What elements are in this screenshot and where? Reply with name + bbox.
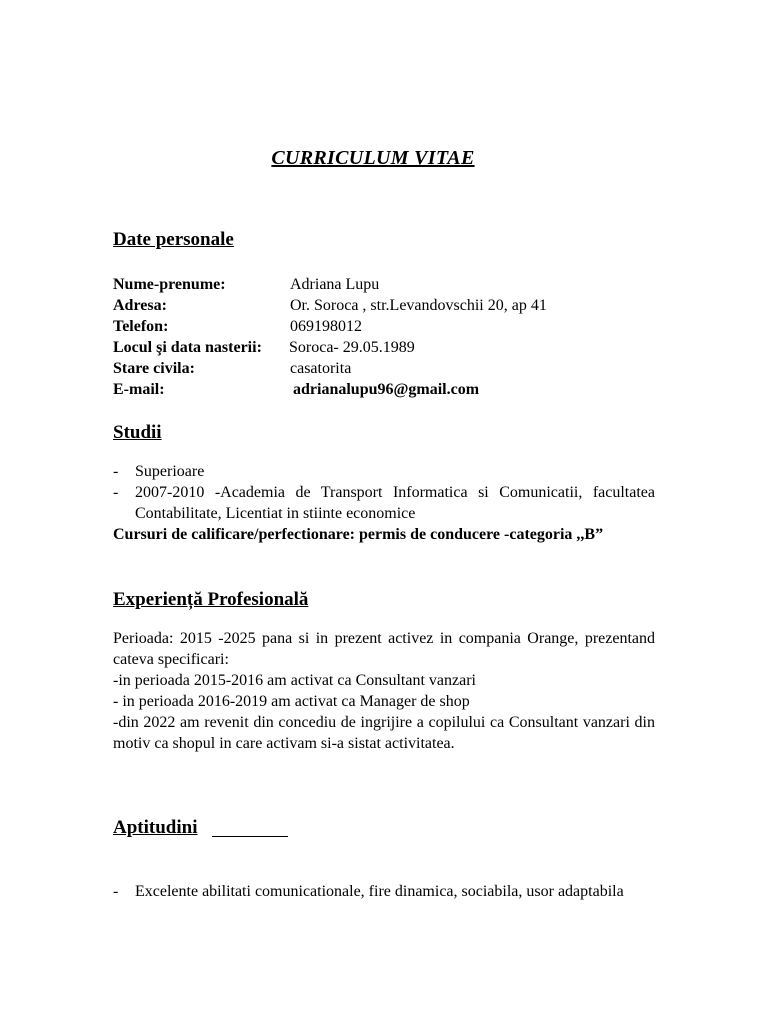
section-heading-personal: Date personale: [113, 229, 234, 250]
field-value: Soroca- 29.05.1989: [289, 339, 415, 356]
field-label: Nume-prenume:: [113, 276, 226, 293]
skills-list: [113, 881, 655, 902]
experience-paragraph: Perioada: 2015 -2025 pana si in prezent activez in compania Orange, prezentand cateva specificari:: [113, 630, 655, 668]
field-value: Adriana Lupu: [290, 276, 380, 293]
email-link[interactable]: adrianalupu96@gmail.com: [293, 381, 480, 398]
document-title: CURRICULUM VITAE: [271, 147, 475, 169]
field-label: Adresa:: [113, 297, 167, 314]
heading-underline-extension: [212, 836, 288, 837]
courses-line: Cursuri de calificare/perfectionare: permis de conducere -categoria ,,B”: [113, 526, 604, 543]
list-item-text: 2007-2010 -Academia de Transport Informatica si Comunicatii, facultatea Contabilitate, Licentiat in stiinte economice: [135, 484, 655, 522]
personal-row-civil-status: [113, 358, 673, 379]
experience-paragraph: -in perioada 2015-2016 am activat ca Consultant vanzari: [113, 672, 476, 689]
personal-row-address: [113, 295, 673, 316]
section-heading-experience: Experiență Profesională: [113, 589, 309, 610]
personal-row-phone: [113, 316, 673, 337]
experience-paragraph: - in perioada 2016-2019 am activat ca Manager de shop: [113, 693, 470, 710]
field-label: Stare civila:: [113, 360, 195, 377]
personal-row-email: [113, 379, 673, 400]
experience-text: [113, 628, 655, 754]
list-item: [113, 461, 655, 482]
personal-data-list: [113, 274, 673, 400]
field-label: E-mail:: [113, 381, 165, 398]
personal-row-name: [113, 274, 673, 295]
bullet-dash: -: [113, 463, 119, 480]
section-heading-studies: Studii: [113, 422, 162, 443]
list-item-text: Superioare: [135, 463, 205, 480]
experience-paragraph: -din 2022 am revenit din concediu de ingrijire a copilului ca Consultant vanzari din motiv ca shopul in care activam si-a sistat activitatea.: [113, 714, 655, 752]
list-item: [113, 881, 655, 902]
field-value: 069198012: [290, 318, 362, 335]
field-value: casatorita: [290, 360, 352, 377]
bullet-dash: -: [113, 484, 119, 501]
field-label: Telefon:: [113, 318, 169, 335]
list-item: [113, 482, 655, 524]
section-heading-skills: Aptitudini: [113, 817, 198, 838]
bullet-dash: -: [113, 883, 119, 900]
list-item-text: Excelente abilitati comunicationale, fire dinamica, sociabila, usor adaptabila: [135, 883, 624, 900]
field-value: Or. Soroca , str.Levandovschii 20, ap 41: [290, 297, 547, 314]
studies-list: [113, 461, 655, 545]
personal-row-birth: [113, 337, 673, 358]
field-label: Locul şi data nasterii:: [113, 339, 262, 356]
